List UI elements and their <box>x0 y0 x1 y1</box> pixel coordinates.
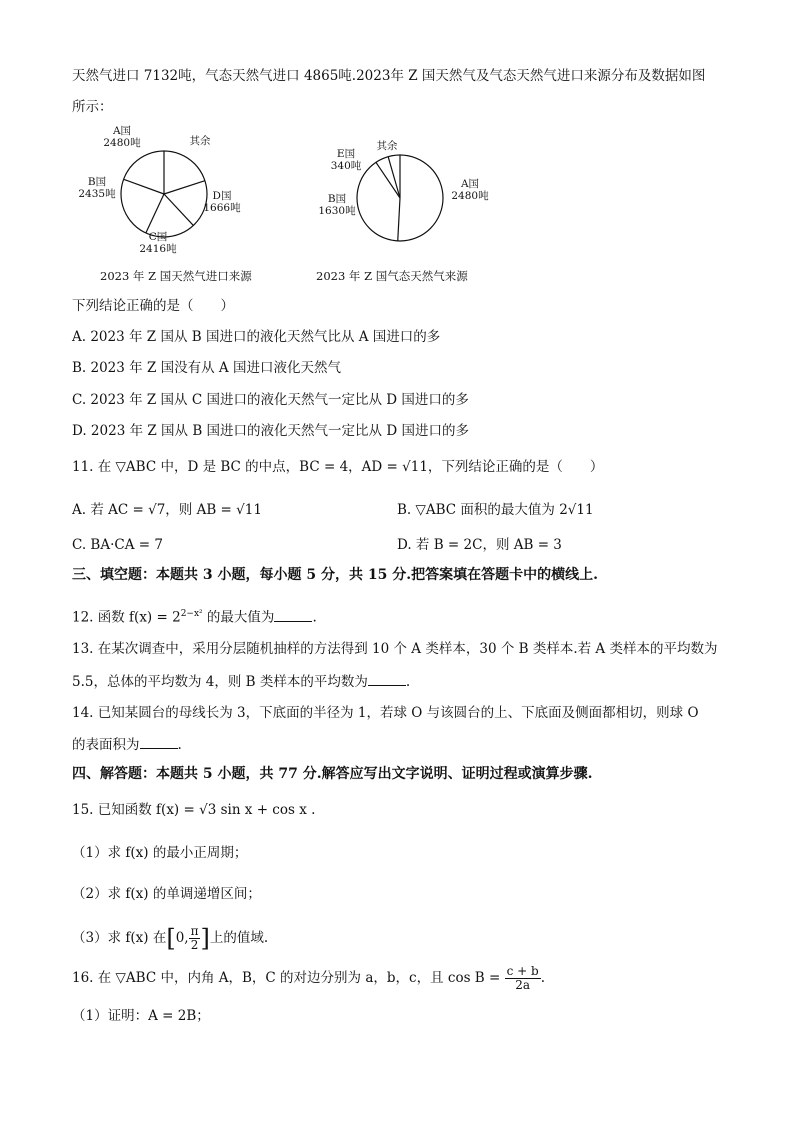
q10-option-c: C. 2023 年 Z 国从 C 国进口的液化天然气一定比从 D 国进口的多 <box>72 392 469 408</box>
pie-slice-label: A国 <box>112 125 132 137</box>
q12: 12. 函数 $f(x) = 2^{2-x^2}$ 的最大值为 . <box>72 604 317 628</box>
pie-slice-boundary <box>164 194 193 225</box>
q13-line-2: 5.5，总体的平均数为 4，则 B 类样本的平均数为 . <box>72 671 410 692</box>
pie-slice-label: C国 <box>148 231 168 243</box>
q12-answer-blank <box>274 607 312 622</box>
q12-exponent: 2−x² <box>180 609 203 619</box>
q15-part-1: （1）求 f(x) 的最小正周期； <box>72 845 248 861</box>
pie-slice-boundary <box>376 162 400 198</box>
q15-part-3-pre: （3）求 f(x) 在 <box>72 930 167 946</box>
pi-over-two <box>189 925 201 952</box>
pie-slice-label: D国 <box>212 190 232 202</box>
intro-line-1: 天然气进口 7132吨，气态天然气进口 4865吨.2023年 Z 国天然气及气态天然气进口来源分布及数据如图 <box>72 68 706 84</box>
q15-part-3 <box>72 922 268 954</box>
pie-slice-value-label: 1666吨 <box>203 202 241 214</box>
section-3-heading: 三、填空题：本题共 3 小题，每小题 5 分，共 15 分.把答案填在答题卡中的横线上. <box>72 567 598 583</box>
q12-pre: 12. 函数 f(x) = 2 <box>72 609 181 626</box>
pie-slice-value-label: 2480吨 <box>451 190 489 202</box>
q14-line-2: 的表面积为 . <box>72 734 182 755</box>
interval-right-bracket: ] <box>200 924 210 953</box>
q16-part-1: （1）证明：A = 2B； <box>72 1008 210 1024</box>
pie-chart-natural-gas <box>72 122 272 272</box>
pie-2-title: 2023 年 Z 国气态天然气来源 <box>316 269 468 283</box>
section-4-heading: 四、解答题：本题共 5 小题，共 77 分.解答应写出文字说明、证明过程或演算步骤. <box>72 766 593 782</box>
q10-option-b: B. 2023 年 Z 国没有从 A 国进口液化天然气 <box>72 360 341 376</box>
pie-slice-value-label: 2435吨 <box>78 188 116 200</box>
pie-slice-label: 其余 <box>376 140 398 152</box>
pi: π <box>190 924 199 938</box>
q10-option-a: A. 2023 年 Z 国从 B 国进口的液化天然气比从 A 国进口的多 <box>72 329 441 345</box>
q10-option-d: D. 2023 年 Z 国从 B 国进口的液化天然气一定比从 D 国进口的多 <box>72 423 469 439</box>
cosb-fraction <box>505 965 541 992</box>
q13-line-1: 13. 在某次调查中，采用分层随机抽样的方法得到 10 个 A 类样本，30 个 B 类样本.若 A 类样本的平均数为 <box>72 641 718 657</box>
q11-option-d: D. 若 B = 2C，则 AB = 3 <box>397 537 562 553</box>
two: 2 <box>190 938 199 952</box>
pie-slice-value-label: 2416吨 <box>139 243 177 255</box>
pie-slice-boundary <box>146 194 164 233</box>
intro-line-2: 所示： <box>72 99 113 115</box>
q16-stem-post: . <box>540 970 546 986</box>
q11-option-c: C. BA·CA = 7 <box>72 537 163 553</box>
q13-line-2-text: 5.5，总体的平均数为 4，则 B 类样本的平均数为 <box>72 674 368 690</box>
fraction-numerator: c + b <box>506 964 539 978</box>
q15-stem: 15. 已知函数 f(x) = √3 sin x + cos x . <box>72 802 316 818</box>
q16-stem <box>72 962 545 994</box>
pie-slice-value-label: 2480吨 <box>103 137 141 149</box>
q14-line-2-text: 的表面积为 <box>72 737 140 753</box>
pie-slice-boundary <box>124 179 164 194</box>
interval-left-bracket: [ <box>166 924 176 953</box>
pie-slice-value-label: 340吨 <box>330 160 362 172</box>
q14-answer-blank <box>140 734 178 749</box>
pie-slice-boundary <box>398 198 400 241</box>
q13-answer-blank <box>368 671 406 686</box>
pie-slice-label: A国 <box>460 178 480 190</box>
pie-1-title: 2023 年 Z 国天然气进口来源 <box>100 269 252 283</box>
fraction-denominator: 2a <box>515 978 531 992</box>
q15-part-2: （2）求 f(x) 的单调递增区间； <box>72 886 261 902</box>
pie-slice-value-label: 1630吨 <box>318 205 356 217</box>
pie-slice-label: E国 <box>336 148 356 160</box>
q11-option-a: A. 若 AC = √7，则 AB = √11 <box>72 502 262 518</box>
pie-chart-gaseous-gas <box>312 132 512 267</box>
q14-line-1: 14. 已知某圆台的母线长为 3，下底面的半径为 1，若球 O 与该圆台的上、下底面及侧面都相切，则球 O <box>72 705 699 721</box>
q16-stem-pre: 16. 在 ▽ABC 中，内角 A，B，C 的对边分别为 a，b，c，且 cos B = <box>72 970 501 986</box>
q15-part-3-post: 上的值域. <box>209 930 269 946</box>
q15-interval-zero: 0, <box>175 930 189 946</box>
pie-slice-label: B国 <box>87 176 107 188</box>
pie-slice-label: B国 <box>327 193 347 205</box>
pie-slice-boundary <box>164 181 205 194</box>
q11-stem: 11. 在 ▽ABC 中，D 是 BC 的中点，BC = 4，AD = √11，下列结论正确的是（ ） <box>72 459 604 475</box>
q10-stem: 下列结论正确的是（ ） <box>72 298 234 314</box>
pie-slice-boundary <box>388 157 400 198</box>
pie-slice-label: 其余 <box>189 135 211 147</box>
q11-option-b: B. ▽ABC 面积的最大值为 2√11 <box>397 502 594 518</box>
q12-post: 的最大值为 <box>202 609 275 626</box>
